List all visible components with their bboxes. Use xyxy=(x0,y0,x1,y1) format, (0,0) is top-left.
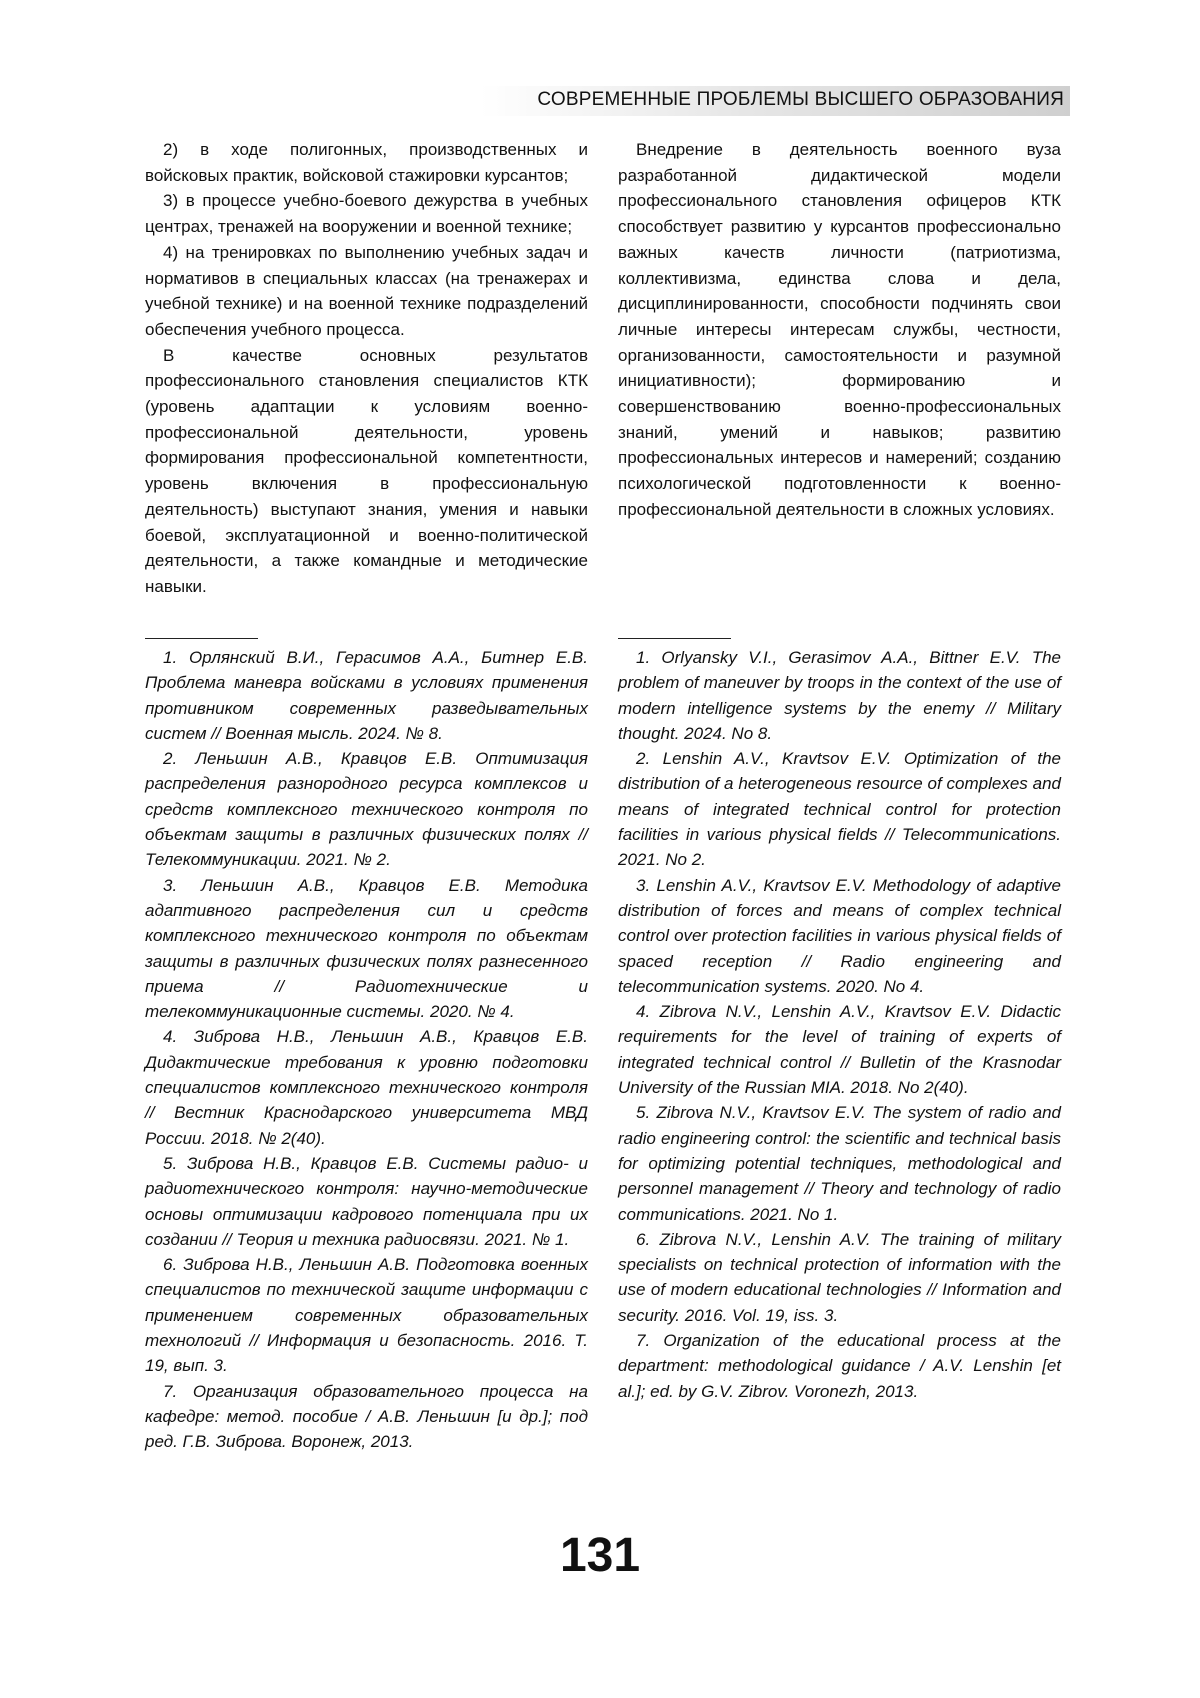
reference-item: 4. Зиброва Н.В., Леньшин А.В., Кравцов Е.В. Дидактические требования к уровню подготовки специалистов комплексного технического контроля // Вестник Краснодарского университета МВД России. 2018. № 2(40). xyxy=(145,1027,588,1148)
reference-item: 2. Lenshin A.V., Kravtsov E.V. Optimization of the distribution of a heterogeneous resource of complexes and means of integrated technical control for protection facilities in various physical fields // Telecommunications. 2021. No 2. xyxy=(618,749,1061,870)
running-header xyxy=(480,86,1070,116)
reference-item: 5. Зиброва Н.В., Кравцов Е.В. Системы радио- и радиотехнического контроля: научно-методические основы оптимизации кадрового потенциала при их создании // Теория и техника радиосвязи. 2021. № 1. xyxy=(145,1153,588,1249)
reference-item: 5. Zibrova N.V., Kravtsov E.V. The system of radio and radio engineering control: the scientific and technical basis for optimizing potential techniques, methodological and personnel management // Theory and technology of radio communications. 2021. No 1. xyxy=(618,1103,1061,1224)
paragraph: В качестве основных результатов профессионального становления специалистов КТК (уровень адаптации к условиям военно-профессиональной деятельности, уровень формирования профессиональной компетентности, уровень включения в профессиональную деятельность) выступают знания, умения и навыки боевой, эксплуатационной и военно-политической деятельности, а также командные и методические навыки. xyxy=(145,345,588,596)
paragraph: 2) в ходе полигонных, производственных и войсковых практик, войсковой стажировки курсантов; xyxy=(145,140,588,185)
reference-item: 1. Orlyansky V.I., Gerasimov A.A., Bittner E.V. The problem of maneuver by troops in the context of the use of modern intelligence systems by the enemy // Military thought. 2024. No 8. xyxy=(618,648,1061,743)
reference-item: 1. Орлянский В.И., Герасимов А.А., Битнер Е.В. Проблема маневра войсками в условиях применения противником современных разведывательных систем // Военная мысль. 2024. № 8. xyxy=(145,648,588,743)
paragraph: 4) на тренировках по выполнению учебных задач и нормативов в специальных классах (на тренажерах и учебной технике) и на военной технике подразделений обеспечения учебного процесса. xyxy=(145,242,588,339)
reference-item: 2. Леньшин А.В., Кравцов Е.В. Оптимизация распределения разнородного ресурса комплексов и средств комплексного технического контроля по объектам защиты в различных физических полях // Телекоммуникации. 2021. № 2. xyxy=(145,749,588,870)
page-number: 131 xyxy=(559,1529,641,1582)
body-right-column xyxy=(618,137,1061,523)
paragraph: 3) в процессе учебно-боевого дежурства в учебных центрах, тренажей на вооружении и военной технике; xyxy=(145,191,588,237)
body-left-column xyxy=(145,137,588,600)
reference-item: 4. Zibrova N.V., Lenshin A.V., Kravtsov E.V. Didactic requirements for the level of training of experts of integrated technical control // Bulletin of the Krasnodar University of the Russian MIA. 2018. No 2(40). xyxy=(618,1002,1061,1098)
reference-item: 3. Леньшин А.В., Кравцов Е.В. Методика адаптивного распределения сил и средств комплексного технического контроля по объектам защиты в различных физических полях разнесенного приема // Радиотехнические и телекоммуникационные системы. 2020. № 4. xyxy=(145,875,588,1022)
references-russian xyxy=(145,645,588,1455)
paragraph: Внедрение в деятельность военного вуза разработанной дидактической модели профессионального становления офицеров КТК способствует развитию у курсантов профессионально важных качеств личности (патриотизма, коллективизма, единства слова и дела, дисциплинированности, способности подчинять свои личные интересы интересам службы, честности, организованности, самостоятельности и разумной инициативности); формированию и совершенствованию военно-профессиональных знаний, умений и навыков; развитию профессиональных интересов и намерений; созданию психологической подготовленности к военно-профессиональной деятельности в сложных условиях. xyxy=(618,140,1061,519)
reference-item: 7. Организация образовательного процесса на кафедре: метод. пособие / А.В. Леньшин [и др.]; под ред. Г.В. Зиброва. Воронеж, 2013. xyxy=(145,1381,588,1452)
reference-item: 3. Lenshin A.V., Kravtsov E.V. Methodology of adaptive distribution of forces and means of complex technical control over protection facilities in various physical fields of spaced reception // Radio engineering and telecommunication systems. 2020. No 4. xyxy=(618,875,1061,996)
footnote-rule-left xyxy=(145,638,258,639)
reference-item: 7. Organization of the educational process at the department: methodological guidance / A.V. Lenshin [et al.]; ed. by G.V. Zibrov. Voronezh, 2013. xyxy=(618,1331,1061,1401)
references-english xyxy=(618,645,1061,1404)
reference-item: 6. Zibrova N.V., Lenshin A.V. The training of military specialists on technical protection of information with the use of modern educational technologies // Information and security. 2016. Vol. 19, iss. 3. xyxy=(618,1229,1061,1325)
reference-item: 6. Зиброва Н.В., Леньшин А.В. Подготовка военных специалистов по технической защите информации с применением современных образовательных технологий // Информация и безопасность. 2016. Т. 19, вып. 3. xyxy=(145,1255,588,1376)
footnote-rule-right xyxy=(618,638,731,639)
journal-title: СОВРЕМЕННЫЕ ПРОБЛЕМЫ ВЫСШЕГО ОБРАЗОВАНИЯ xyxy=(537,89,1064,110)
